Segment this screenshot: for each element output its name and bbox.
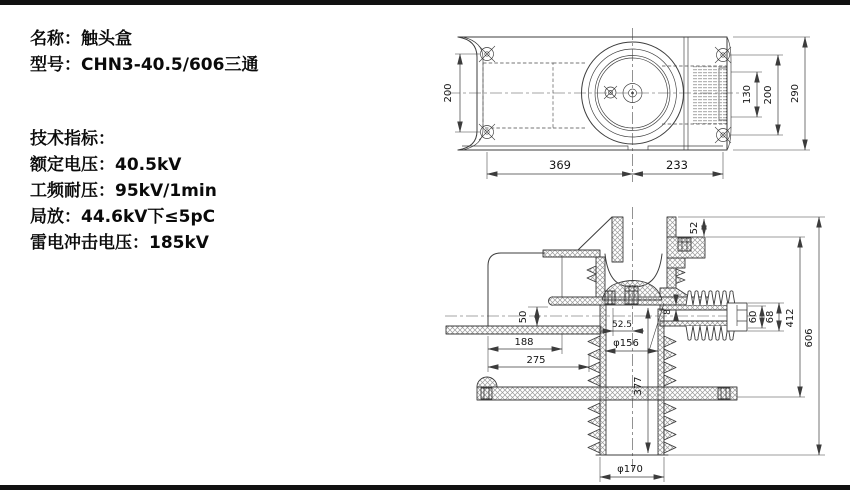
bolt-dome-left (605, 291, 615, 304)
product-model-line: 型号：CHN3-40.5/606三通 (30, 55, 259, 75)
spec-power-freq-withstand: 工频耐压：95kV/1min (30, 181, 217, 201)
left-box-outline (488, 253, 545, 326)
dim-len-188: 188 (514, 337, 534, 348)
screw-top-left (479, 46, 495, 62)
screw-top-right (715, 47, 731, 63)
spec-rated-voltage: 额定电压：40.5kV (30, 155, 182, 175)
dim-outer-dia-phi170: φ170 (617, 464, 643, 475)
section-view (445, 207, 825, 482)
dim-tube-inner-60: 60 (748, 310, 759, 324)
section-dimensions (488, 217, 825, 482)
product-name-line: 名称：触头盒 (30, 29, 132, 49)
spec-partial-discharge: 局放：44.6kV下≤5pC (30, 207, 216, 227)
specs-title: 技术指标： (30, 129, 115, 149)
dim-total-height: 290 (790, 83, 801, 104)
dim-right-height: 200 (763, 85, 774, 105)
dim-left-length: 369 (549, 158, 571, 172)
dim-depth-377: 377 (633, 376, 644, 396)
rib-lines (694, 66, 726, 124)
dim-total-height-606: 606 (804, 328, 815, 348)
bolt-plate-left (481, 388, 492, 399)
dim-left-gap-50: 50 (518, 310, 529, 324)
bolt-plate-right (718, 388, 730, 399)
hidden-cavity-outline (483, 63, 553, 128)
dim-bore-phi156: φ156 (613, 338, 639, 349)
dim-tube-outer-68: 68 (765, 310, 776, 324)
bolt-dome-center (625, 286, 638, 304)
dim-right-length: 233 (666, 158, 688, 172)
screw-bottom-left (479, 124, 495, 140)
dim-top-step-52: 52 (689, 221, 700, 235)
dim-len-275: 275 (526, 355, 546, 366)
dim-wall-8: 8 (663, 309, 673, 315)
bolt-top-right (678, 238, 691, 251)
mounting-plate (477, 387, 737, 400)
dim-center-offset: 52.5 (611, 320, 633, 330)
dim-left-height: 200 (443, 83, 454, 103)
dim-mid-height-412: 412 (785, 308, 796, 328)
screw-bottom-right (715, 127, 731, 143)
top-view (443, 28, 810, 182)
dim-inner-height: 130 (742, 84, 753, 105)
spec-lightning-impulse: 雷电冲击电压：185kV (30, 233, 209, 253)
